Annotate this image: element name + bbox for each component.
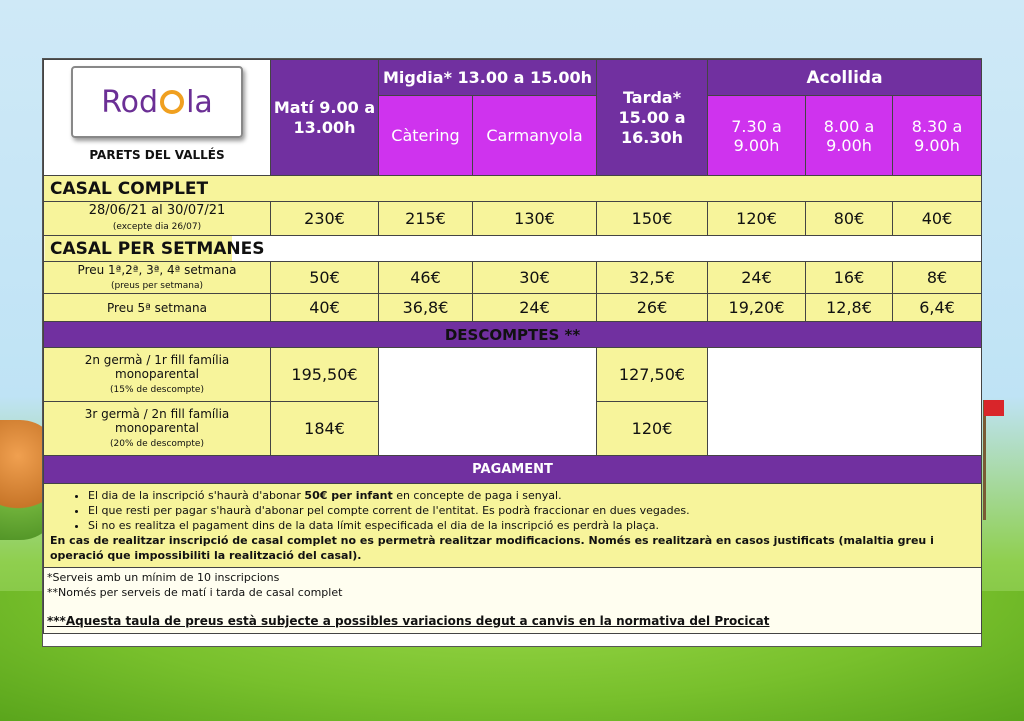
footnote: **Només per serveis de matí i tarda de casal complet xyxy=(47,586,343,599)
logo-cell xyxy=(44,60,271,176)
logo-text: Rod xyxy=(101,84,159,120)
row-label xyxy=(44,202,271,236)
payment-text: en concepte de paga i senyal. xyxy=(392,489,562,502)
header-catering: Càtering xyxy=(379,96,473,176)
price-cell: 8€ xyxy=(893,262,982,294)
row-label xyxy=(44,402,271,456)
price-cell: 50€ xyxy=(271,262,379,294)
header-acollida-col: 8.00 a 9.00h xyxy=(806,96,893,176)
header-acollida: Acollida xyxy=(708,60,982,96)
price-cell: 120€ xyxy=(597,402,708,456)
row-label xyxy=(44,262,271,294)
section-title: CASAL PER SETMANES xyxy=(50,238,265,259)
price-cell: 130€ xyxy=(473,202,597,236)
price-cell: 46€ xyxy=(379,262,473,294)
dates-text: 28/06/21 al 30/07/21 xyxy=(88,202,226,218)
row-label-text: Preu 1ª,2ª, 3ª, 4ª setmana xyxy=(77,262,237,277)
town-name: PARETS DEL VALLÉS xyxy=(89,148,225,162)
price-cell: 12,8€ xyxy=(806,294,893,322)
price-cell: 80€ xyxy=(806,202,893,236)
payment-bullet: • Si no es realitza el pagament dins de la data límit especificada el dia de la inscripció es perdrà la plaça. xyxy=(88,518,975,533)
logo xyxy=(71,66,243,138)
header-acollida-col: 7.30 a 9.00h xyxy=(708,96,806,176)
price-cell: 120€ xyxy=(708,202,806,236)
price-cell: 40€ xyxy=(271,294,379,322)
section-descomptes: DESCOMPTES ** xyxy=(44,322,982,348)
header-migdia: Migdia* 13.00 a 15.00h xyxy=(379,60,597,96)
row-label-text: 3r germà / 2n fill família monoparental xyxy=(84,406,230,435)
background-flag xyxy=(984,400,1004,416)
price-cell: 32,5€ xyxy=(597,262,708,294)
logo-spiral-icon xyxy=(160,90,184,114)
logo-text: la xyxy=(186,84,213,120)
header-carmanyola: Carmanyola xyxy=(473,96,597,176)
row-label xyxy=(44,348,271,402)
payment-amount: 50€ per infant xyxy=(304,489,393,502)
price-cell: 24€ xyxy=(473,294,597,322)
row-note: (15% de descompte) xyxy=(110,384,204,395)
price-cell: 36,8€ xyxy=(379,294,473,322)
section-casal-complet: CASAL COMPLET xyxy=(44,176,982,202)
price-sheet xyxy=(42,58,982,647)
price-cell: 40€ xyxy=(893,202,982,236)
price-cell: 230€ xyxy=(271,202,379,236)
header-tarda: Tarda* 15.00 a 16.30h xyxy=(597,60,708,176)
price-cell: 195,50€ xyxy=(271,348,379,402)
price-table xyxy=(43,59,982,634)
row-note: (20% de descompte) xyxy=(110,438,204,449)
header-acollida-col: 8.30 a 9.00h xyxy=(893,96,982,176)
background-flag-pole xyxy=(983,400,986,520)
section-casal-setmanes xyxy=(44,236,982,262)
price-cell: 6,4€ xyxy=(893,294,982,322)
row-label: Preu 5ª setmana xyxy=(44,294,271,322)
footnotes xyxy=(44,568,982,634)
price-cell: 184€ xyxy=(271,402,379,456)
price-cell: 16€ xyxy=(806,262,893,294)
payment-info xyxy=(44,484,982,568)
price-cell: 150€ xyxy=(597,202,708,236)
price-cell: 215€ xyxy=(379,202,473,236)
price-cell: 26€ xyxy=(597,294,708,322)
row-note: (preus per setmana) xyxy=(110,280,204,291)
payment-bullet: • El que resti per pagar s'haurà d'abonar pel compte corrent de l'entitat. Es podrà fraccionar en dues vegades. xyxy=(88,503,975,518)
payment-text: El dia de la inscripció s'haurà d'abonar xyxy=(88,489,305,502)
price-cell: 24€ xyxy=(708,262,806,294)
row-label-text: 2n germà / 1r fill família monoparental xyxy=(84,352,230,381)
dates-note: (excepte dia 26/07) xyxy=(112,221,202,232)
footnote: *Serveis amb un mínim de 10 inscripcions xyxy=(47,571,280,584)
header-mati: Matí 9.00 a 13.00h xyxy=(271,60,379,176)
price-cell: 127,50€ xyxy=(597,348,708,402)
price-cell: 30€ xyxy=(473,262,597,294)
price-cell: 19,20€ xyxy=(708,294,806,322)
empty-cell xyxy=(379,348,597,456)
section-pagament: PAGAMENT xyxy=(44,456,982,484)
footnote-important: ***Aquesta taula de preus està subjecte a possibles variacions degut a canvis en la normativa del Procicat xyxy=(47,614,770,628)
payment-bullet xyxy=(88,488,975,503)
payment-note: En cas de realitzar inscripció de casal complet no es permetrà realitzar modificacions. Només es realitzarà en casos justificats (malaltia greu i operació que impossibiliti la realització del casal). xyxy=(50,534,934,562)
empty-cell xyxy=(708,348,982,456)
